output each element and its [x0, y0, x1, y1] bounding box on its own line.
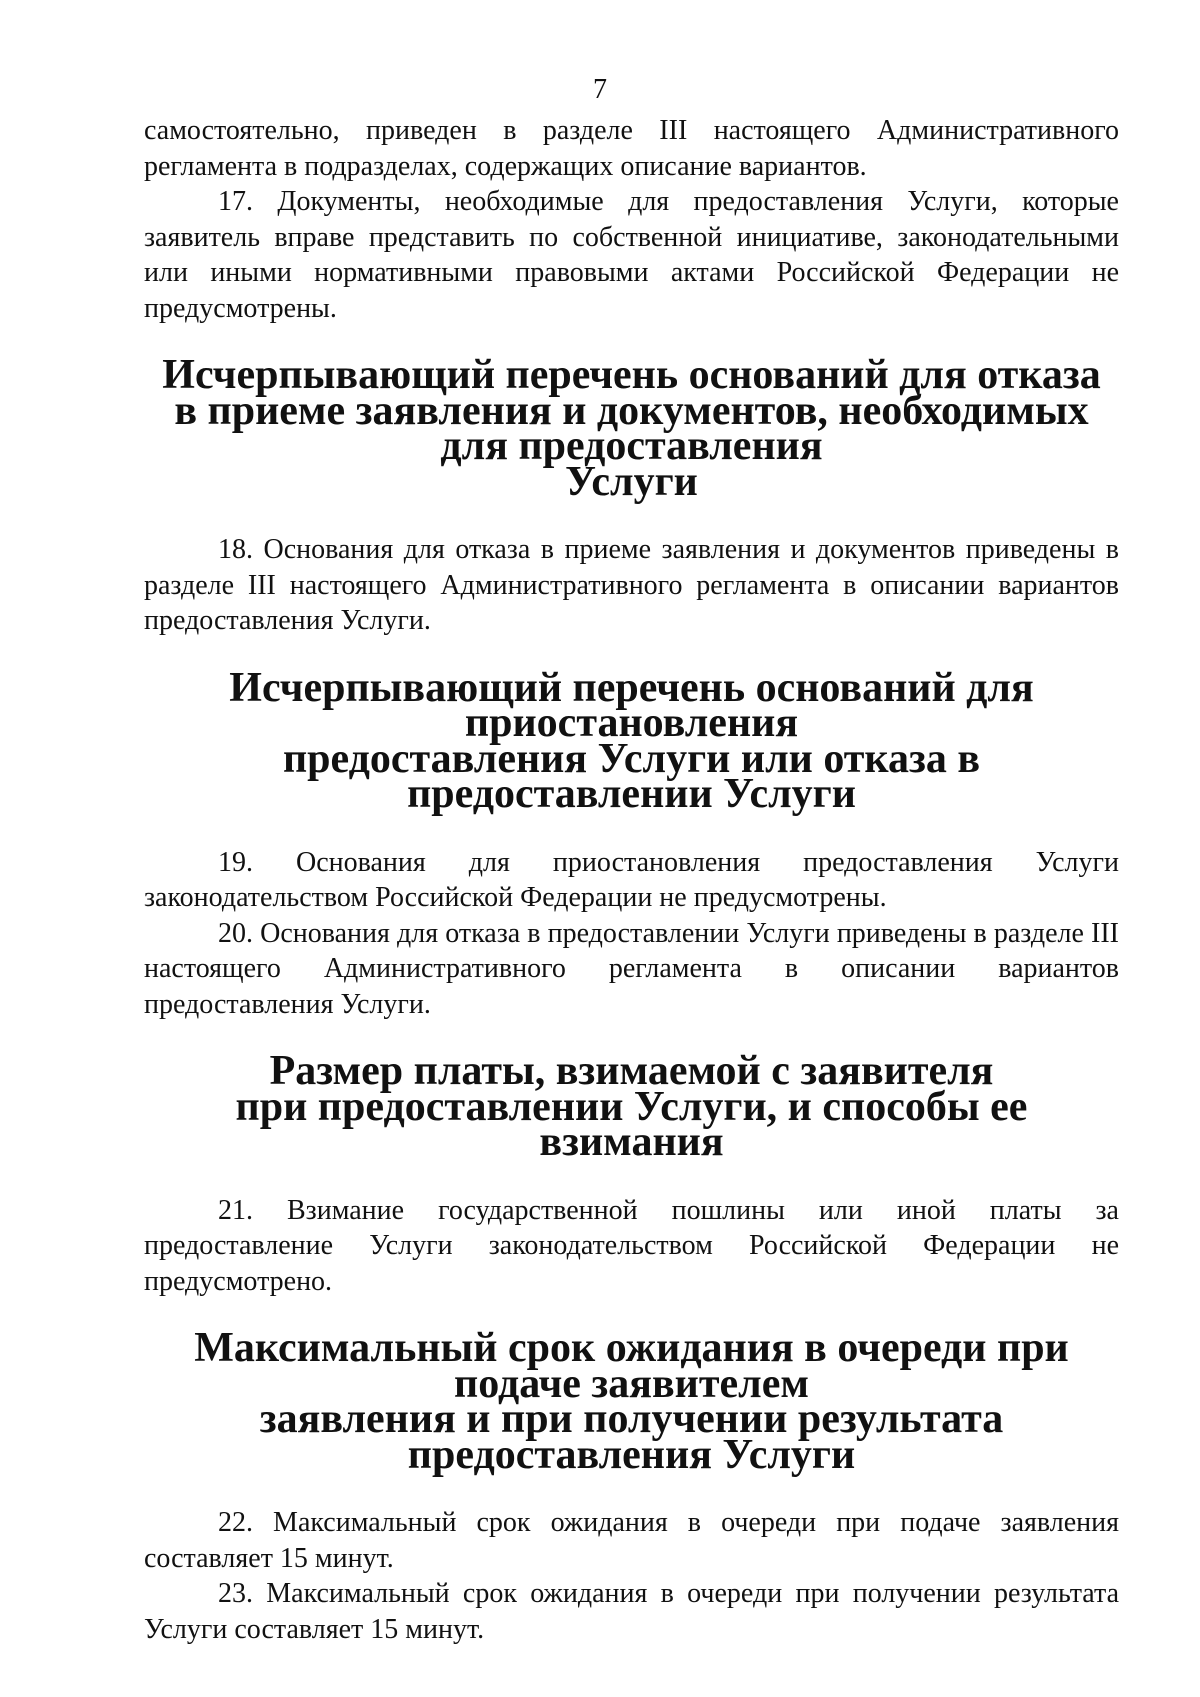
paragraph-21: 21. Взимание государственной пошлины или иной платы за предоставление Услуги законодательством Российской Федерации не предусмотрено. — [144, 1194, 1119, 1297]
heading-line: Услуги — [565, 458, 698, 505]
heading-line: Максимальный срок ожидания в очереди при подаче заявителем — [194, 1325, 1069, 1407]
paragraph-18: 18. Основания для отказа в приеме заявления и документов приведены в разделе III настоящего Административного регламента в описании вариантов предоставления Услуги. — [144, 534, 1119, 636]
heading-line: Исчерпывающий перечень оснований для отказа — [162, 352, 1101, 398]
section-heading-waiting-time — [144, 1325, 1119, 1478]
paragraph-20: 20. Основания для отказа в предоставлении Услуги приведены в разделе III настоящего Административного регламента в описании вариантов предоставления Услуги. — [144, 917, 1119, 1020]
paragraph-continuation: самостоятельно, приведен в разделе III настоящего Административного регламента в подразделах, содержащих описание вариантов. — [144, 115, 1119, 182]
heading-line: при предоставлении Услуги, и способы ее взимания — [235, 1083, 1028, 1165]
heading-line: предоставления Услуги или отказа в предоставлении Услуги — [282, 735, 981, 817]
paragraph-22: 22. Максимальный срок ожидания в очереди при подаче заявления составляет 15 минут. — [144, 1507, 1119, 1574]
paragraph-23: 23. Максимальный срок ожидания в очереди при получении результата Услуги составляет 15 минут. — [144, 1578, 1119, 1645]
section-heading-suspension — [144, 664, 1119, 817]
paragraph-19: 19. Основания для приостановления предоставления Услуги законодательством Российской Федерации не предусмотрены. — [144, 846, 1119, 913]
document-body — [144, 113, 1119, 1647]
heading-line: Размер платы, взимаемой с заявителя — [269, 1048, 994, 1094]
section-heading-fee — [144, 1048, 1119, 1165]
heading-line: заявления и при получении результата предоставления Услуги — [259, 1396, 1004, 1478]
page-number: 7 — [593, 74, 607, 105]
heading-line: Исчерпывающий перечень оснований для приостановления — [229, 664, 1034, 746]
section-heading-refusal-acceptance — [144, 352, 1119, 505]
paragraph-17: 17. Документы, необходимые для предоставления Услуги, которые заявитель вправе представить по собственной инициативе, законодательными или иными нормативными правовыми актами Российской Федерации не предусмотрены. — [144, 186, 1119, 324]
heading-line: в приеме заявления и документов, необходимых для предоставления — [174, 387, 1089, 469]
